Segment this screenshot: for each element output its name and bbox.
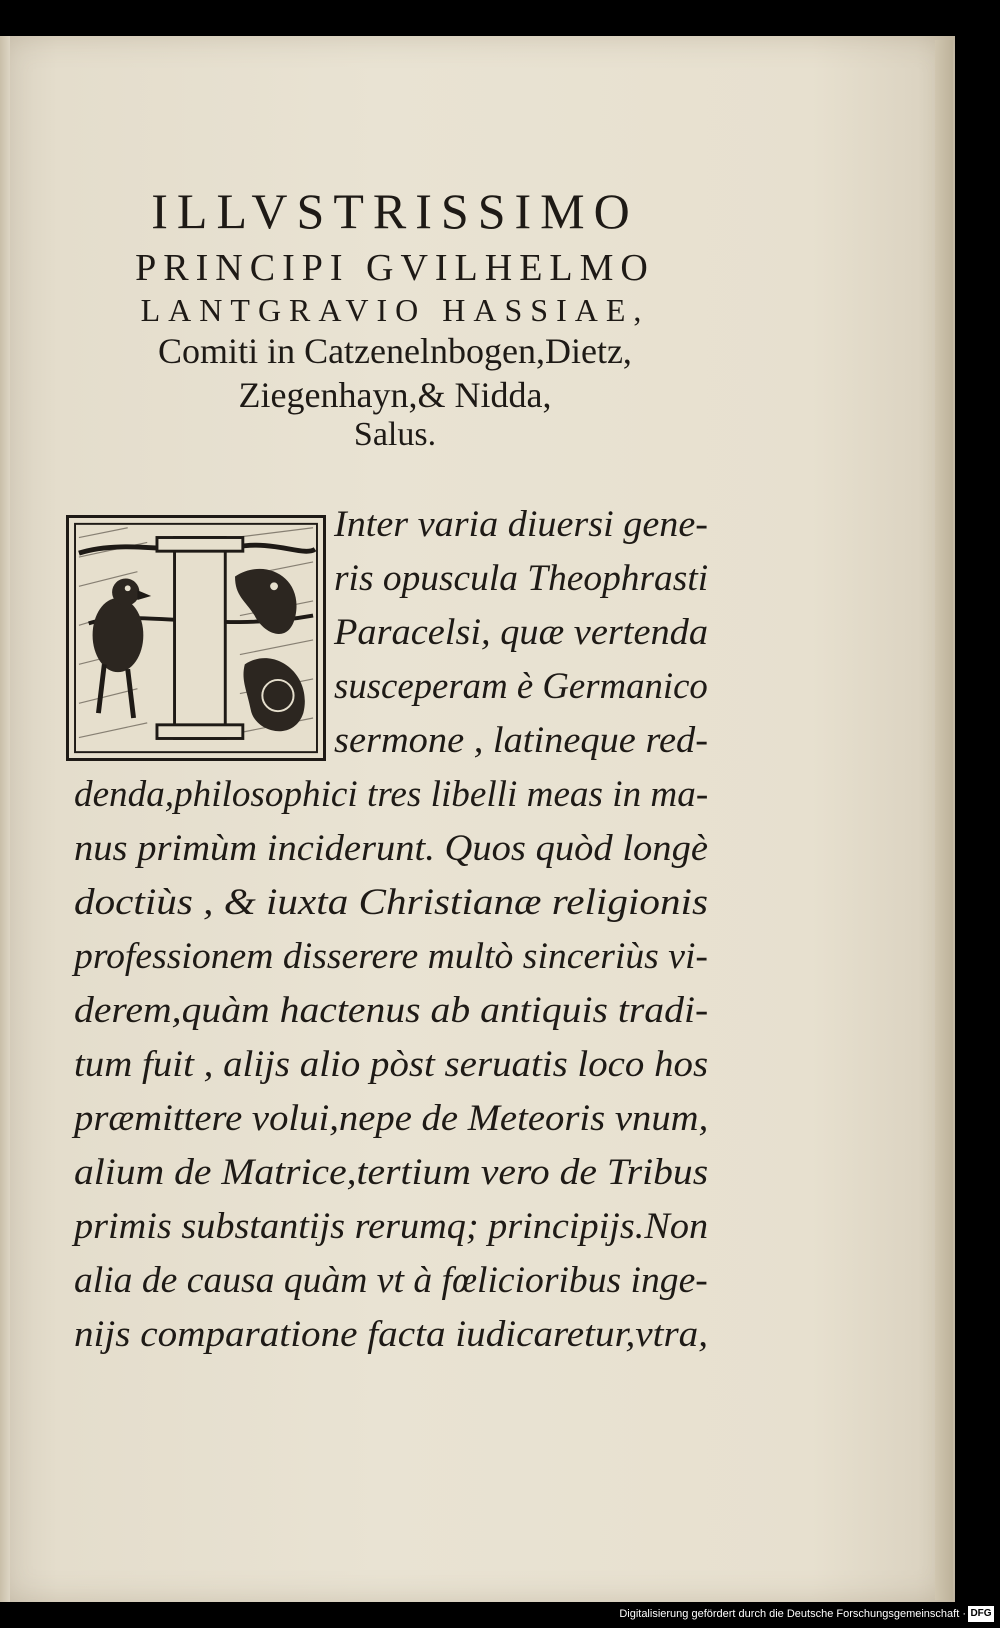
- body-line-11: tum fuit , alijs alio pòst seruatis loco hos: [74, 1044, 709, 1085]
- digitization-credit: Digitalisierung gefördert durch die Deutsche Forschungsgemeinschaft ·: [619, 1608, 966, 1620]
- body-line-15: alia de causa quàm vt à fœlicioribus inge-: [74, 1260, 708, 1301]
- body-line-16: nijs comparatione facta iudicaretur,vtra,: [74, 1314, 709, 1355]
- body-line-2: ris opuscula Theophrasti: [334, 558, 709, 599]
- decorated-initial-icon: [66, 515, 326, 761]
- heading-line-2: PRINCIPI GVILHELMO: [135, 247, 655, 289]
- page-edge: [935, 40, 953, 1600]
- page-gutter: [0, 36, 10, 1602]
- dfg-logo-icon: DFG: [968, 1606, 994, 1622]
- heading-line-6: Salus.: [353, 416, 437, 453]
- heading-line-4: Comiti in Catzenelnbogen,Dietz,: [158, 331, 632, 371]
- body-line-7: nus primùm inciderunt. Quos quòd longè: [74, 828, 708, 869]
- body-line-1: Inter varia diuersi gene-: [334, 504, 708, 545]
- body-line-9: professionem disserere multò sinceriùs vi-: [74, 936, 708, 977]
- heading-line-5: Ziegenhayn,& Nidda,: [238, 375, 552, 415]
- body-line-6: denda,philosophici tres libelli meas in ma-: [74, 774, 709, 815]
- body-line-8: doctiùs , & iuxta Christianæ religionis: [74, 882, 708, 923]
- body-line-14: primis substantijs rerumq; principijs.Non: [74, 1206, 709, 1247]
- body-line-12: præmittere volui,nepe de Meteoris vnum,: [74, 1098, 709, 1139]
- body-line-4: susceperam è Germanico: [334, 666, 708, 707]
- body-line-3: Paracelsi, quæ vertenda: [334, 612, 709, 653]
- body-line-13: alium de Matrice,tertium vero de Tribus: [74, 1152, 709, 1193]
- heading-line-3: LANTGRAVIO HASSIAE,: [140, 292, 650, 328]
- body-line-10: derem,quàm hactenus ab antiquis tradi-: [74, 990, 709, 1031]
- body-line-5: sermone , latineque red-: [334, 720, 709, 761]
- heading-line-1: ILLVSTRISSIMO: [151, 183, 639, 239]
